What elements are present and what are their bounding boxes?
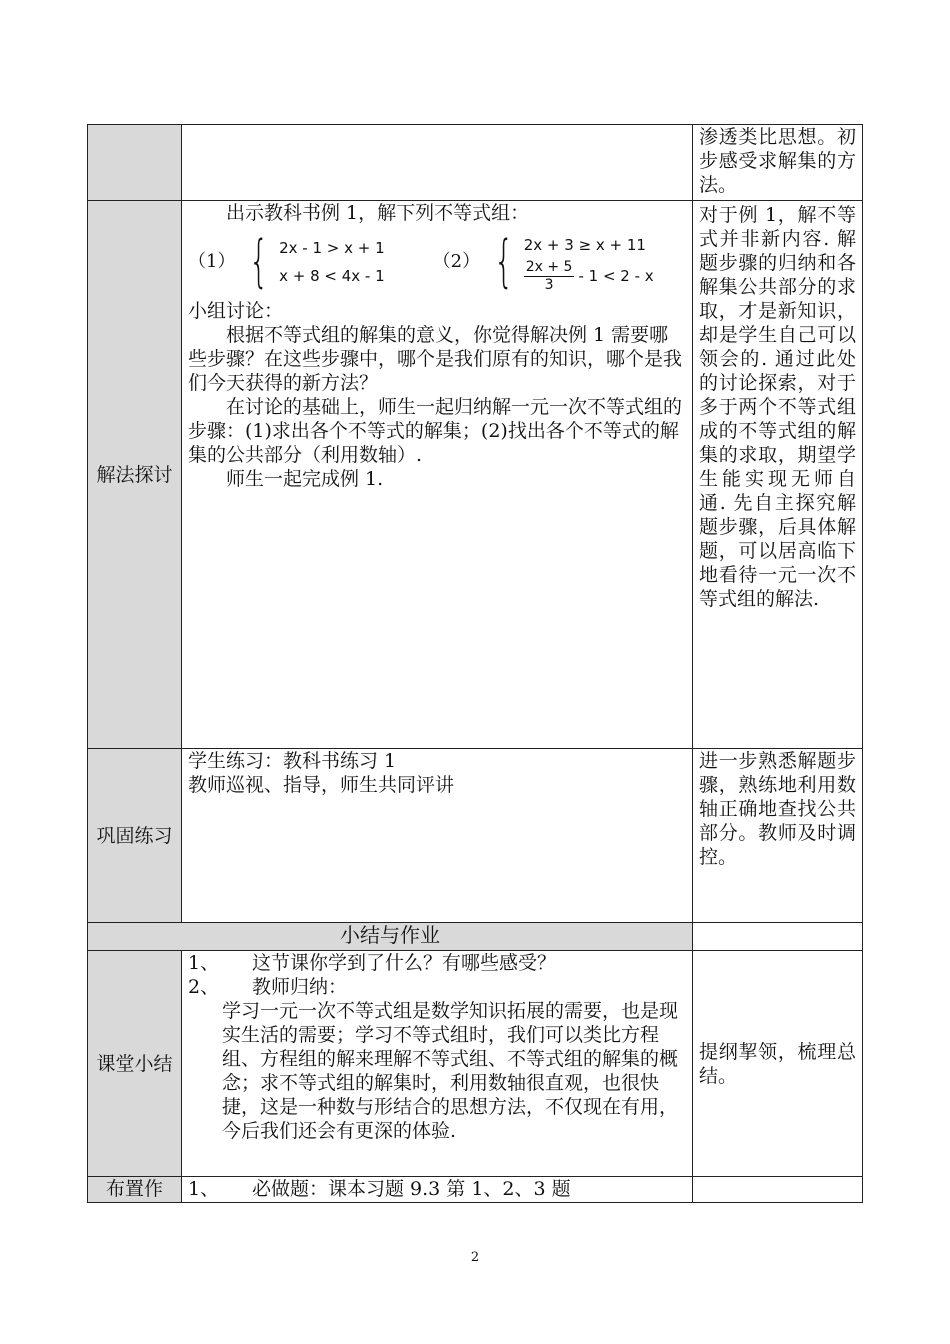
example-2-label: （2） <box>432 251 481 272</box>
row-consolidation-practice <box>88 749 863 923</box>
summary-paragraph: 学习一元一次不等式组是数学知识拓展的需要，也是现实生活的需要；学习不等式组时，我们可以类比方程组、方程组的解来理解不等式组、不等式组的解集的概念；求不等式组的解集时，利用数轴很直观，也很快捷，这是一种数与形结合的思想方法，不仅现在有用，今后我们还会有更深的体验. <box>222 1000 679 1142</box>
example-1-label: （1） <box>188 251 236 272</box>
row-note: 渗透类比思想。初步感受求解集的方法。 <box>693 125 863 201</box>
row-content <box>182 1177 693 1203</box>
row-note: 对于例 1，解不等式并非新内容. 解题步骤的归纳和各解集公共部分的求取，才是新知识，却是学生自己可以领会的. 通过此处的讨论探索，对于多于两个不等式组成的不等式组的解集的求取，期望学生能实现无师自通. 先自主探究解题步骤，后具体解题，可以居高临下地看待一元一次不等式组的解法. <box>693 201 863 749</box>
row-content <box>182 749 693 923</box>
practice-line-1: 学生练习：教科书练习 1 <box>188 750 397 772</box>
page-number: 2 <box>470 1250 480 1265</box>
row-solution-discussion <box>88 201 863 749</box>
section-title: 小结与作业 <box>88 923 693 951</box>
row-content <box>182 951 693 1177</box>
list-item: 2、 教师归纳： <box>188 976 348 998</box>
row-label: 解法探讨 <box>88 201 182 749</box>
example-systems <box>188 229 686 295</box>
row-class-summary <box>88 951 863 1177</box>
row-note: 进一步熟悉解题步骤，熟练地利用数轴正确地查找公共部分。教师及时调控。 <box>693 749 863 923</box>
row-note: 提纲挈领，梳理总结。 <box>693 951 863 1177</box>
lesson-plan-table <box>87 124 863 1203</box>
fraction: $\frac{2x + 5}{3}$ <box>525 258 573 293</box>
row-label: 巩固练习 <box>88 749 182 923</box>
inequality-system-1 <box>241 229 385 294</box>
list-item: 1、 这节课你学到了什么？有哪些感受？ <box>188 952 557 974</box>
row-content-empty <box>182 125 693 201</box>
row-label: 布置作 <box>88 1177 182 1203</box>
system-1-eq-1: 2x - 1 > x + 1 <box>279 239 385 257</box>
system-2-eq-2: $\frac{2x + 5}{3}$ - 1 < 2 - x <box>525 258 654 293</box>
inequality-system-2 <box>486 231 654 294</box>
example-intro: 出示教科书例 1，解下列不等式组： <box>226 202 530 224</box>
discussion-title: 小组讨论： <box>188 300 284 322</box>
list-item: 1、 必做题：课本习题 9.3 第 1、2、3 题 <box>188 1178 571 1200</box>
brace-icon: { <box>249 229 270 294</box>
discussion-paragraph-3: 师生一起完成例 1. <box>226 468 384 490</box>
row-continued <box>88 125 863 201</box>
brace-icon: { <box>494 229 514 294</box>
discussion-paragraph-2: 在讨论的基础上，师生一起归纳解一元一次不等式组的步骤：(1)求出各个不等式的解集；(2)找出各个不等式的解集的公共部分（利用数轴）. <box>188 396 683 466</box>
row-label-empty <box>88 125 182 201</box>
section-note-empty <box>693 923 863 951</box>
row-content <box>182 201 693 749</box>
practice-line-2: 教师巡视、指导，师生共同评讲 <box>188 774 455 796</box>
discussion-paragraph-1: 根据不等式组的解集的意义，你觉得解决例 1 需要哪些步骤？在这些步骤中，哪个是我们原有的知识，哪个是我们今天获得的新方法？ <box>188 324 683 394</box>
system-1-eq-2: x + 8 < 4x - 1 <box>279 267 385 285</box>
row-homework <box>88 1177 863 1203</box>
section-header-row <box>88 923 863 951</box>
row-label: 课堂小结 <box>88 951 182 1177</box>
row-note-empty <box>693 1177 863 1203</box>
system-2-eq-1: 2x + 3 ≥ x + 11 <box>523 235 646 254</box>
